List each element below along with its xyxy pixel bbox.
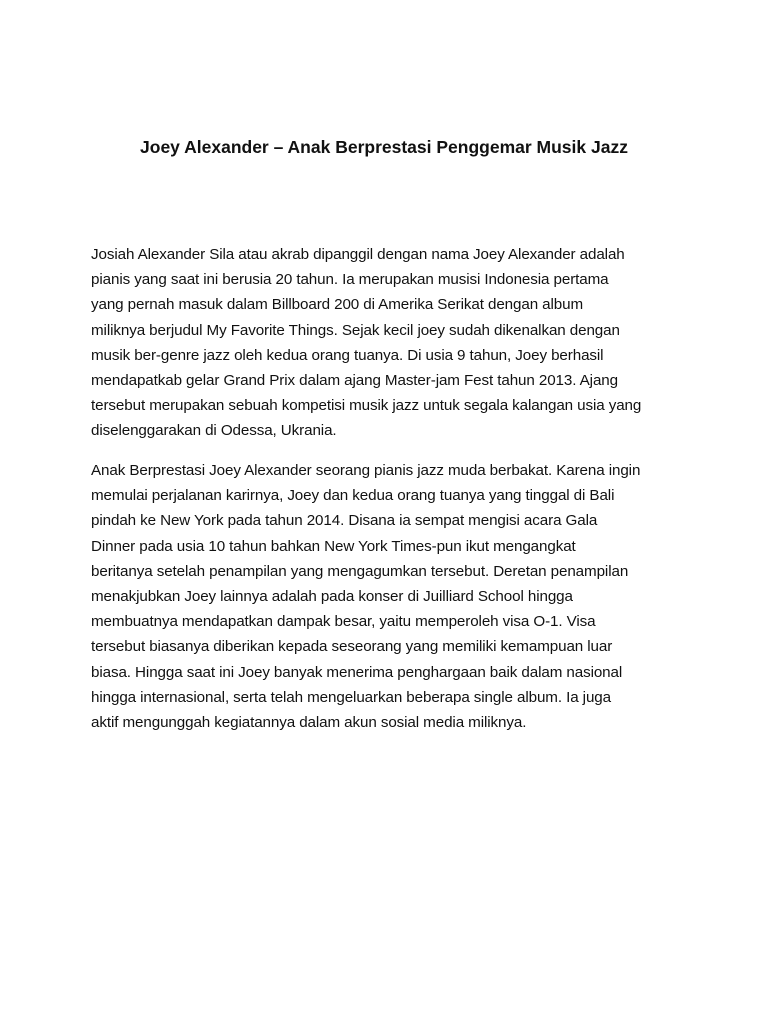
paragraph-line: Anak Berprestasi Joey Alexander seorang pianis jazz muda berbakat. Karena ingin [91, 462, 641, 479]
paragraph-line: tersebut biasanya diberikan kepada seseorang yang memiliki kemampuan luar [91, 638, 613, 656]
paragraph-line: musik ber-genre jazz oleh kedua orang tuanya. Di usia 9 tahun, Joey berhasil [91, 346, 604, 364]
paragraph-line: tersebut merupakan sebuah kompetisi musik jazz untuk segala kalangan usia yang [91, 397, 642, 415]
paragraph-line: beritanya setelah penampilan yang mengagumkan tersebut. Deretan penampilan [91, 562, 629, 580]
paragraph-line: Dinner pada usia 10 tahun bahkan New York Times-pun ikut mengangkat [91, 537, 576, 555]
paragraph-line: diselenggarakan di Odessa, Ukrania. [91, 422, 337, 440]
paragraph-line: menakjubkan Joey lainnya adalah pada konser di Juilliard School hingga [91, 588, 573, 606]
document-title: Joey Alexander – Anak Berprestasi Penggemar Musik Jazz [140, 137, 628, 157]
paragraph-line: pindah ke New York pada tahun 2014. Disana ia sempat mengisi acara Gala [91, 512, 598, 530]
paragraph-line: yang pernah masuk dalam Billboard 200 di Amerika Serikat dengan album [91, 296, 584, 314]
paragraph-line: miliknya berjudul My Favorite Things. Sejak kecil joey sudah dikenalkan dengan [91, 321, 620, 339]
paragraph-1 [91, 242, 691, 444]
paragraph-line: Josiah Alexander Sila atau akrab dipanggil dengan nama Joey Alexander adalah [91, 246, 625, 263]
paragraph-line: hingga internasional, serta telah mengeluarkan beberapa single album. Ia juga [91, 688, 611, 706]
paragraph-line: aktif mengunggah kegiatannya dalam akun sosial media miliknya. [91, 714, 527, 732]
paragraph-2 [91, 458, 691, 735]
paragraph-line: mendapatkab gelar Grand Prix dalam ajang Master-jam Fest tahun 2013. Ajang [91, 372, 618, 390]
paragraph-line: membuatnya mendapatkan dampak besar, yaitu memperoleh visa O-1. Visa [91, 613, 596, 631]
paragraph-line: biasa. Hingga saat ini Joey banyak menerima penghargaan baik dalam nasional [91, 663, 623, 681]
paragraph-line: pianis yang saat ini berusia 20 tahun. Ia merupakan musisi Indonesia pertama [91, 271, 609, 289]
paragraph-line: memulai perjalanan karirnya, Joey dan kedua orang tuanya yang tinggal di Bali [91, 487, 615, 505]
